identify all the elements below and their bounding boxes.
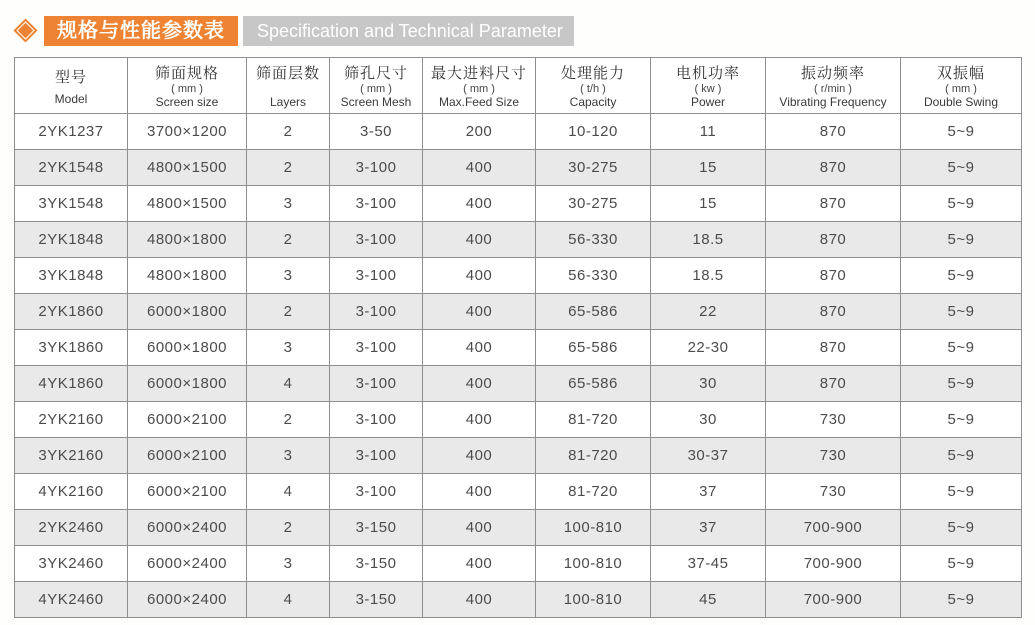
cell-screen-size: 6000×1800 xyxy=(128,330,247,366)
cell-model: 4YK2160 xyxy=(15,474,128,510)
cell-layers: 3 xyxy=(247,258,330,294)
section-header xyxy=(11,0,1035,46)
diamond-icon-inner xyxy=(18,23,34,39)
cell-power: 30-37 xyxy=(651,438,766,474)
cell-double-swing: 5~9 xyxy=(901,222,1022,258)
cell-max-feed-size: 400 xyxy=(423,582,536,618)
cell-layers: 2 xyxy=(247,222,330,258)
column-header-layers: 筛面层数 Layers xyxy=(247,58,330,114)
table-row xyxy=(15,114,1022,150)
cell-capacity: 81-720 xyxy=(536,474,651,510)
cell-max-feed-size: 400 xyxy=(423,474,536,510)
table-row xyxy=(15,438,1022,474)
cell-vibrating-frequency: 730 xyxy=(766,474,901,510)
column-header-vibrating-frequency: 振动频率 ( r/min ) Vibrating Frequency xyxy=(766,58,901,114)
cell-vibrating-frequency: 870 xyxy=(766,366,901,402)
cell-model: 3YK2460 xyxy=(15,546,128,582)
table-row xyxy=(15,510,1022,546)
cell-capacity: 65-586 xyxy=(536,366,651,402)
cell-double-swing: 5~9 xyxy=(901,330,1022,366)
cell-capacity: 81-720 xyxy=(536,402,651,438)
cell-vibrating-frequency: 700-900 xyxy=(766,546,901,582)
cell-double-swing: 5~9 xyxy=(901,258,1022,294)
cell-screen-mesh: 3-100 xyxy=(330,474,423,510)
cell-power: 37 xyxy=(651,474,766,510)
cell-vibrating-frequency: 870 xyxy=(766,330,901,366)
cell-screen-size: 6000×2100 xyxy=(128,438,247,474)
cell-model: 2YK1860 xyxy=(15,294,128,330)
cell-max-feed-size: 400 xyxy=(423,330,536,366)
cell-power: 45 xyxy=(651,582,766,618)
cell-vibrating-frequency: 870 xyxy=(766,186,901,222)
cell-screen-size: 6000×1800 xyxy=(128,294,247,330)
cell-model: 4YK1860 xyxy=(15,366,128,402)
cell-screen-size: 6000×2100 xyxy=(128,474,247,510)
cell-model: 3YK1860 xyxy=(15,330,128,366)
section-title-english: Specification and Technical Parameter xyxy=(243,16,574,46)
cell-max-feed-size: 400 xyxy=(423,402,536,438)
cell-max-feed-size: 400 xyxy=(423,294,536,330)
diamond-icon xyxy=(13,18,37,42)
cell-vibrating-frequency: 870 xyxy=(766,222,901,258)
table-row xyxy=(15,474,1022,510)
column-header-screen-size: 筛面规格 ( mm ) Screen size xyxy=(128,58,247,114)
cell-max-feed-size: 400 xyxy=(423,186,536,222)
cell-capacity: 56-330 xyxy=(536,258,651,294)
cell-screen-mesh: 3-50 xyxy=(330,114,423,150)
cell-double-swing: 5~9 xyxy=(901,402,1022,438)
cell-power: 15 xyxy=(651,186,766,222)
table-row xyxy=(15,330,1022,366)
table-row xyxy=(15,186,1022,222)
cell-model: 2YK1548 xyxy=(15,150,128,186)
cell-screen-size: 6000×1800 xyxy=(128,366,247,402)
column-header-max-feed-size: 最大进料尺寸 ( mm ) Max.Feed Size xyxy=(423,58,536,114)
column-header-capacity: 处理能力 ( t/h ) Capacity xyxy=(536,58,651,114)
cell-power: 22 xyxy=(651,294,766,330)
cell-screen-size: 4800×1500 xyxy=(128,150,247,186)
cell-double-swing: 5~9 xyxy=(901,510,1022,546)
table-row xyxy=(15,402,1022,438)
spec-table-body xyxy=(15,114,1022,618)
cell-max-feed-size: 400 xyxy=(423,258,536,294)
table-row xyxy=(15,222,1022,258)
cell-model: 3YK1848 xyxy=(15,258,128,294)
cell-power: 30 xyxy=(651,402,766,438)
cell-layers: 4 xyxy=(247,366,330,402)
cell-max-feed-size: 200 xyxy=(423,114,536,150)
cell-screen-mesh: 3-150 xyxy=(330,582,423,618)
cell-screen-size: 4800×1500 xyxy=(128,186,247,222)
column-header-double-swing: 双振幅 ( mm ) Double Swing xyxy=(901,58,1022,114)
cell-layers: 3 xyxy=(247,546,330,582)
cell-max-feed-size: 400 xyxy=(423,150,536,186)
cell-double-swing: 5~9 xyxy=(901,474,1022,510)
cell-double-swing: 5~9 xyxy=(901,582,1022,618)
cell-screen-size: 3700×1200 xyxy=(128,114,247,150)
cell-capacity: 100-810 xyxy=(536,546,651,582)
cell-screen-size: 6000×2400 xyxy=(128,546,247,582)
cell-layers: 3 xyxy=(247,186,330,222)
cell-power: 37-45 xyxy=(651,546,766,582)
cell-screen-size: 6000×2100 xyxy=(128,402,247,438)
section-title-chinese: 规格与性能参数表 xyxy=(44,16,238,46)
cell-screen-size: 6000×2400 xyxy=(128,582,247,618)
cell-vibrating-frequency: 700-900 xyxy=(766,510,901,546)
cell-model: 3YK1548 xyxy=(15,186,128,222)
cell-max-feed-size: 400 xyxy=(423,546,536,582)
cell-power: 11 xyxy=(651,114,766,150)
cell-double-swing: 5~9 xyxy=(901,186,1022,222)
cell-layers: 2 xyxy=(247,510,330,546)
column-header-power: 电机功率 ( kw ) Power xyxy=(651,58,766,114)
cell-double-swing: 5~9 xyxy=(901,114,1022,150)
cell-screen-mesh: 3-100 xyxy=(330,438,423,474)
cell-power: 15 xyxy=(651,150,766,186)
cell-capacity: 56-330 xyxy=(536,222,651,258)
cell-capacity: 81-720 xyxy=(536,438,651,474)
cell-screen-mesh: 3-100 xyxy=(330,330,423,366)
cell-screen-mesh: 3-150 xyxy=(330,546,423,582)
cell-screen-size: 4800×1800 xyxy=(128,222,247,258)
cell-screen-mesh: 3-100 xyxy=(330,402,423,438)
cell-screen-size: 4800×1800 xyxy=(128,258,247,294)
cell-capacity: 100-810 xyxy=(536,510,651,546)
cell-capacity: 30-275 xyxy=(536,186,651,222)
cell-screen-mesh: 3-150 xyxy=(330,510,423,546)
cell-screen-mesh: 3-100 xyxy=(330,222,423,258)
cell-layers: 3 xyxy=(247,330,330,366)
cell-model: 3YK2160 xyxy=(15,438,128,474)
cell-layers: 4 xyxy=(247,582,330,618)
cell-capacity: 10-120 xyxy=(536,114,651,150)
cell-capacity: 65-586 xyxy=(536,294,651,330)
cell-layers: 3 xyxy=(247,438,330,474)
header-row xyxy=(15,58,1022,114)
cell-layers: 2 xyxy=(247,402,330,438)
cell-double-swing: 5~9 xyxy=(901,294,1022,330)
cell-screen-size: 6000×2400 xyxy=(128,510,247,546)
cell-model: 2YK2460 xyxy=(15,510,128,546)
cell-vibrating-frequency: 870 xyxy=(766,258,901,294)
cell-screen-mesh: 3-100 xyxy=(330,186,423,222)
cell-max-feed-size: 400 xyxy=(423,366,536,402)
cell-vibrating-frequency: 870 xyxy=(766,114,901,150)
cell-layers: 2 xyxy=(247,294,330,330)
cell-vibrating-frequency: 730 xyxy=(766,402,901,438)
table-row xyxy=(15,546,1022,582)
table-row xyxy=(15,582,1022,618)
cell-vibrating-frequency: 870 xyxy=(766,150,901,186)
cell-vibrating-frequency: 700-900 xyxy=(766,582,901,618)
spec-table xyxy=(14,57,1022,618)
cell-model: 2YK2160 xyxy=(15,402,128,438)
cell-power: 30 xyxy=(651,366,766,402)
cell-model: 4YK2460 xyxy=(15,582,128,618)
column-header-screen-mesh: 筛孔尺寸 ( mm ) Screen Mesh xyxy=(330,58,423,114)
table-row xyxy=(15,294,1022,330)
cell-capacity: 30-275 xyxy=(536,150,651,186)
cell-power: 37 xyxy=(651,510,766,546)
cell-vibrating-frequency: 870 xyxy=(766,294,901,330)
spec-table-head xyxy=(15,58,1022,114)
cell-max-feed-size: 400 xyxy=(423,222,536,258)
cell-power: 18.5 xyxy=(651,222,766,258)
table-row xyxy=(15,366,1022,402)
cell-power: 18.5 xyxy=(651,258,766,294)
cell-max-feed-size: 400 xyxy=(423,510,536,546)
table-row xyxy=(15,150,1022,186)
cell-double-swing: 5~9 xyxy=(901,546,1022,582)
cell-vibrating-frequency: 730 xyxy=(766,438,901,474)
cell-screen-mesh: 3-100 xyxy=(330,258,423,294)
column-header-model: 型号 Model xyxy=(15,58,128,114)
cell-model: 2YK1848 xyxy=(15,222,128,258)
cell-double-swing: 5~9 xyxy=(901,366,1022,402)
cell-power: 22-30 xyxy=(651,330,766,366)
table-row xyxy=(15,258,1022,294)
cell-layers: 2 xyxy=(247,150,330,186)
cell-screen-mesh: 3-100 xyxy=(330,366,423,402)
cell-capacity: 65-586 xyxy=(536,330,651,366)
cell-screen-mesh: 3-100 xyxy=(330,294,423,330)
cell-max-feed-size: 400 xyxy=(423,438,536,474)
cell-model: 2YK1237 xyxy=(15,114,128,150)
cell-double-swing: 5~9 xyxy=(901,438,1022,474)
cell-layers: 4 xyxy=(247,474,330,510)
cell-layers: 2 xyxy=(247,114,330,150)
cell-double-swing: 5~9 xyxy=(901,150,1022,186)
cell-screen-mesh: 3-100 xyxy=(330,150,423,186)
cell-capacity: 100-810 xyxy=(536,582,651,618)
